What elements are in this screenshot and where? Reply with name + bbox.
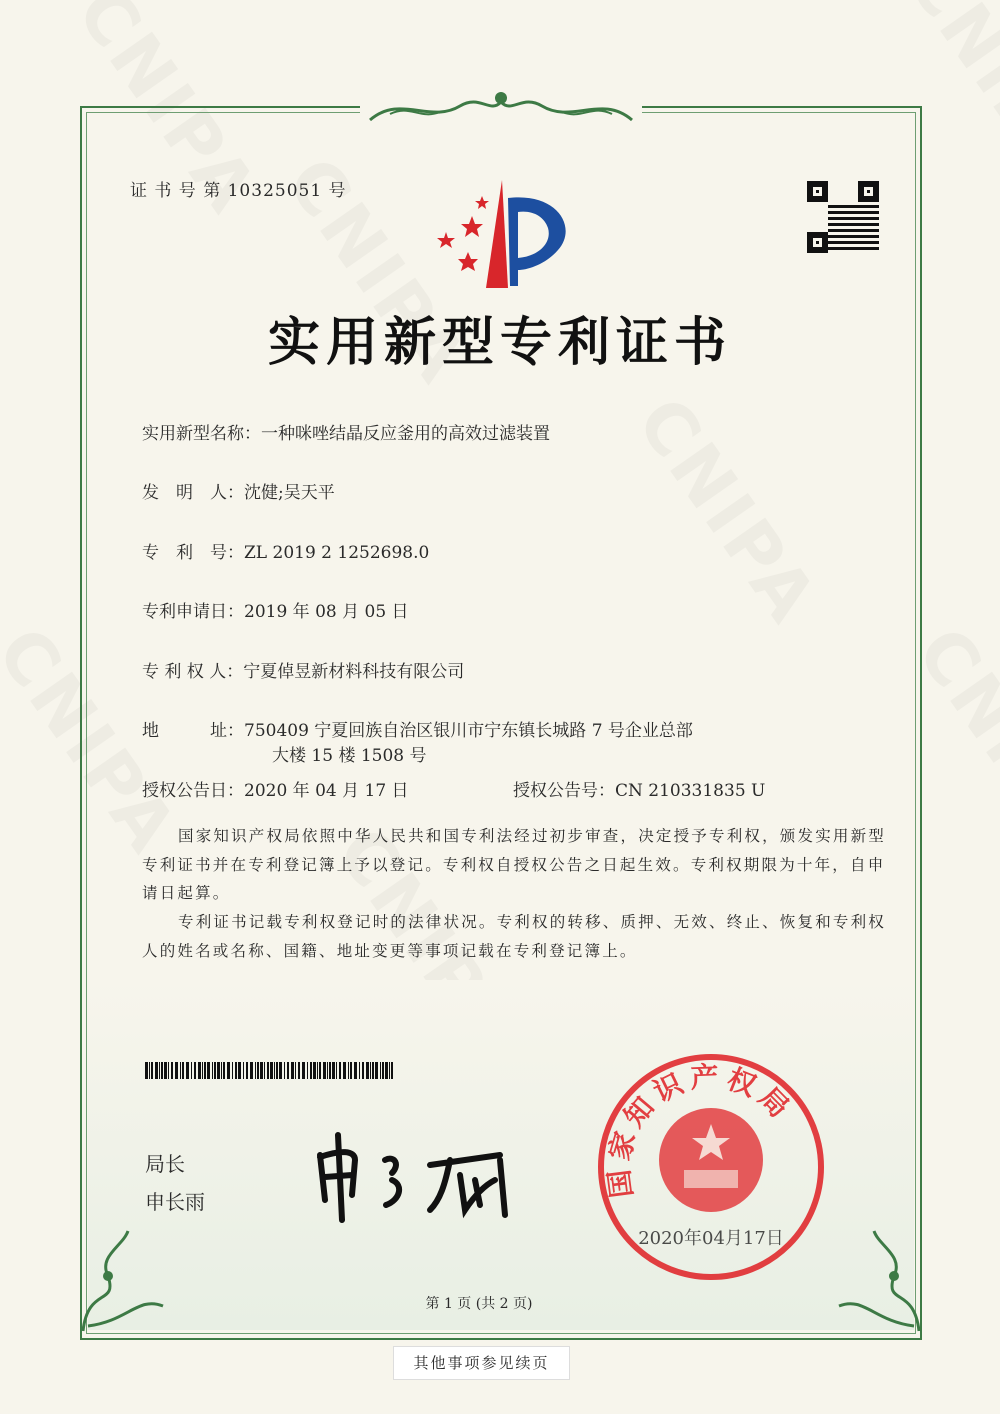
field-utility-model-name: 实用新型名称：一种咪唑结晶反应釜用的高效过滤装置 bbox=[142, 424, 550, 444]
ornament-corner-right bbox=[834, 1226, 924, 1336]
seal-text: 国家知识产权局 bbox=[601, 1060, 800, 1200]
field-inventors: 发 明 人：沈健;吴天平 bbox=[142, 483, 335, 503]
page-indicator: 第 1 页 (共 2 页) bbox=[425, 1296, 533, 1312]
field-grant-number: 授权公告号：CN 210331835 U bbox=[513, 781, 766, 801]
continuation-note: 其他事项参见续页 bbox=[393, 1346, 570, 1380]
field-patent-number: 专 利 号：ZL 2019 2 1252698.0 bbox=[142, 543, 430, 563]
national-emblem-icon bbox=[659, 1108, 763, 1212]
field-grant-date: 授权公告日：2020 年 04 月 17 日 bbox=[142, 781, 409, 801]
cnipa-logo-icon bbox=[428, 178, 578, 290]
statement-paragraph-2: 专利证书记载专利权登记时的法律状况。专利权的转移、质押、无效、终止、恢复和专利权人的姓名或名称、国籍、地址变更等事项记载在专利登记簿上。 bbox=[142, 913, 887, 960]
ornament-corner-left bbox=[78, 1226, 168, 1336]
ornament-top bbox=[360, 84, 642, 134]
signatory-name: 申长雨 bbox=[145, 1190, 205, 1214]
qr-code bbox=[806, 180, 880, 254]
seal-date: 2020年04月17日 bbox=[638, 1228, 784, 1249]
certificate-number: 证 书 号 第 10325051 号 bbox=[130, 181, 347, 201]
statement-paragraph-1: 国家知识产权局依照中华人民共和国专利法经过初步审查，决定授予专利权，颁发实用新型专利证书并在专利登记簿上予以登记。专利权自授权公告之日起生效。专利权期限为十年，自申请日起算。 bbox=[142, 827, 887, 902]
field-address-line2: 大楼 15 楼 1508 号 bbox=[272, 746, 427, 766]
barcode bbox=[145, 1062, 397, 1079]
official-seal bbox=[596, 1052, 826, 1282]
field-address: 地 址：750409 宁夏回族自治区银川市宁东镇长城路 7 号企业总部 bbox=[142, 721, 693, 741]
field-application-date: 专利申请日：2019 年 08 月 05 日 bbox=[142, 602, 409, 622]
signature bbox=[300, 1125, 520, 1225]
field-patentee: 专 利 权 人：宁夏倬昱新材料科技有限公司 bbox=[142, 662, 465, 682]
page-title: 实用新型专利证书 bbox=[267, 312, 732, 373]
signatory-title: 局长 bbox=[145, 1152, 185, 1176]
